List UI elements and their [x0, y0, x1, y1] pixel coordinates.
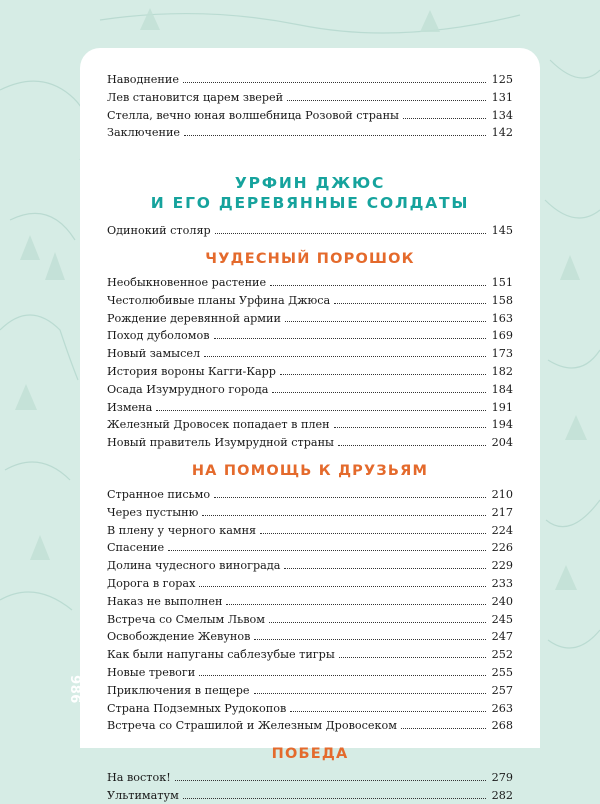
toc-page-number: 142	[491, 126, 513, 140]
toc-entry[interactable]: Наказ не выполнен 240	[107, 592, 513, 610]
dot-leader	[254, 681, 487, 694]
book-title-line-1: УРФИН ДЖЮС	[234, 174, 386, 193]
dot-leader	[334, 291, 486, 304]
toc-entry[interactable]: На восток! 279	[107, 768, 513, 786]
toc-entry[interactable]: Рождение деревянной армии 163	[107, 309, 513, 327]
toc-page-number: 169	[491, 329, 513, 343]
toc-page-number: 151	[491, 275, 513, 289]
toc-page-number: 233	[491, 576, 513, 590]
dot-leader	[183, 70, 486, 83]
toc-page-number: 245	[491, 612, 513, 626]
dot-leader	[403, 106, 486, 119]
toc-page-number: 125	[491, 73, 513, 86]
dot-leader	[272, 380, 486, 393]
toc-list-intro	[107, 221, 513, 239]
toc-entry[interactable]: Новый правитель Изумрудной страны 204	[107, 433, 513, 451]
dot-leader	[156, 398, 486, 411]
dot-leader	[183, 786, 486, 799]
dot-leader	[287, 88, 486, 101]
toc-entry[interactable]: Дорога в горах 233	[107, 574, 513, 592]
dot-leader	[199, 663, 486, 676]
page-number: 986	[66, 675, 82, 704]
toc-entry[interactable]: Как были напуганы саблезубые тигры 252	[107, 645, 513, 663]
dot-leader	[214, 485, 486, 498]
toc-entry[interactable]: Лев становится царем зверей 131	[107, 88, 513, 106]
dot-leader	[215, 221, 486, 234]
section-title: ПОБЕДА	[271, 746, 349, 763]
dot-leader	[338, 433, 486, 446]
toc-list-section-3	[107, 768, 513, 804]
toc-list-top	[107, 70, 513, 141]
toc-page-number: 263	[491, 701, 513, 715]
dot-leader	[199, 574, 486, 587]
toc-page-number: 217	[491, 505, 513, 519]
dot-leader	[254, 627, 486, 640]
dot-leader	[202, 503, 486, 516]
toc-page-number: 282	[491, 788, 513, 802]
toc-entry[interactable]: Поход дуболомов 169	[107, 326, 513, 344]
toc-page-number: 226	[491, 541, 513, 555]
toc-entry[interactable]: Измена 191	[107, 398, 513, 416]
toc-entry[interactable]: История вороны Кагги-Карр 182	[107, 362, 513, 380]
toc-page-number: 210	[491, 487, 513, 501]
dot-leader	[280, 362, 486, 375]
toc-page-number: 182	[491, 364, 513, 378]
toc-entry[interactable]: Страна Подземных Рудокопов 263	[107, 699, 513, 717]
toc-page-number: 191	[491, 400, 513, 414]
toc-page-number: 163	[491, 311, 513, 325]
toc-page-number: 145	[491, 224, 513, 238]
toc-page-number: 240	[491, 594, 513, 608]
section-title: ЧУДЕСНЫЙ ПОРОШОК	[205, 250, 415, 267]
toc-entry[interactable]: Новые тревоги 255	[107, 663, 513, 681]
dot-leader	[175, 768, 486, 781]
toc-page-number: 131	[491, 90, 513, 104]
toc-entry[interactable]: Долина чудесного винограда 229	[107, 556, 513, 574]
book-title-line-2: И ЕГО ДЕРЕВЯННЫЕ СОЛДАТЫ	[150, 194, 470, 213]
toc-entry[interactable]: Необыкновенное растение 151	[107, 273, 513, 291]
dot-leader	[339, 645, 486, 658]
toc-list-section-2	[107, 485, 513, 734]
toc-page-number: 173	[491, 347, 513, 361]
toc-page-number: 247	[491, 630, 513, 644]
toc-entry[interactable]: Встреча со Страшилой и Железным Дровосеком 268	[107, 716, 513, 734]
dot-leader	[290, 699, 486, 712]
section-title: НА ПОМОЩЬ К ДРУЗЬЯМ	[191, 462, 429, 479]
dot-leader	[260, 521, 486, 534]
toc-entry[interactable]: Встреча со Смелым Львом 245	[107, 610, 513, 628]
toc-entry[interactable]: Заключение 142	[107, 123, 513, 141]
toc-entry[interactable]: Освобождение Жевунов 247	[107, 627, 513, 645]
toc-entry[interactable]: Странное письмо 210	[107, 485, 513, 503]
toc-page-number: 268	[491, 719, 513, 733]
toc-page-number: 224	[491, 523, 513, 537]
dot-leader	[184, 123, 486, 136]
toc-entry[interactable]: Новый замысел 173	[107, 344, 513, 362]
dot-leader	[168, 538, 486, 551]
dot-leader	[284, 556, 486, 569]
toc-page-number: 184	[491, 382, 513, 396]
toc-entry[interactable]: Ультиматум 282	[107, 786, 513, 804]
toc-entry[interactable]: Одинокий столяр 145	[107, 221, 513, 239]
dot-leader	[214, 326, 486, 339]
book-title	[107, 173, 513, 213]
toc-entry[interactable]: Приключения в пещере 257	[107, 681, 513, 699]
toc-entry[interactable]: В плену у черного камня 224	[107, 521, 513, 539]
toc-entry[interactable]: Осада Изумрудного города 184	[107, 380, 513, 398]
toc-page-number: 194	[491, 418, 513, 432]
dot-leader	[285, 309, 486, 322]
dot-leader	[226, 592, 486, 605]
dot-leader	[269, 610, 486, 623]
toc-entry[interactable]: Наводнение 125	[107, 70, 513, 88]
dot-leader	[334, 415, 486, 428]
toc-page-number: 158	[491, 293, 513, 307]
toc-page-number: 134	[491, 108, 513, 122]
dot-leader	[270, 273, 486, 286]
toc-page-number: 279	[491, 771, 513, 785]
toc-page-number: 252	[491, 648, 513, 662]
dot-leader	[204, 344, 486, 357]
toc-page	[80, 48, 540, 802]
toc-page-number: 229	[491, 559, 513, 573]
toc-entry[interactable]: Спасение 226	[107, 538, 513, 556]
toc-entry[interactable]: Через пустыню 217	[107, 503, 513, 521]
toc-page-number: 257	[491, 683, 513, 697]
toc-page-number: 255	[491, 665, 513, 679]
dot-leader	[401, 716, 486, 729]
toc-entry[interactable]: Стелла, вечно юная волшебница Розовой страны 134	[107, 106, 513, 124]
toc-entry[interactable]: Железный Дровосек попадает в плен 194	[107, 415, 513, 433]
toc-page-number: 204	[491, 436, 513, 450]
toc-list-section-1	[107, 273, 513, 451]
toc-entry[interactable]: Честолюбивые планы Урфина Джюса 158	[107, 291, 513, 309]
